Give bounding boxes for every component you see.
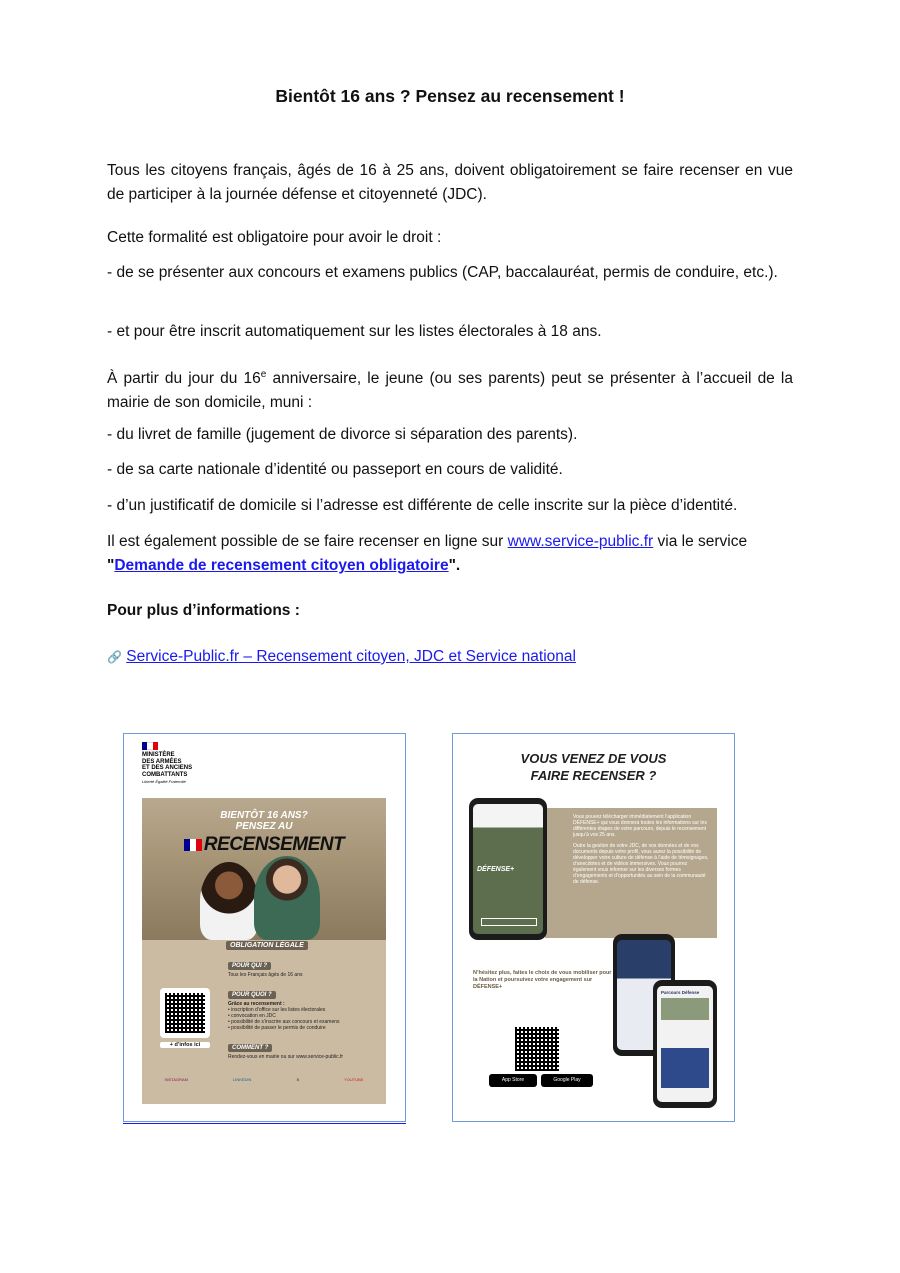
ministere-logo: MINISTÈRE DES ARMÉES ET DES ANCIENS COMBATTANTS Liberté Égalité Fraternité — [142, 742, 222, 785]
poster2-title: VOUS VENEZ DE VOUS FAIRE RECENSER ? — [520, 751, 667, 783]
more-info-link-row — [107, 645, 793, 669]
qr-code-frame — [160, 988, 210, 1038]
instagram-icon[interactable]: INSTAGRAM — [164, 1077, 188, 1082]
paragraph-anniversaire: À partir du jour du 16e anniversaire, le jeune (ou ses parents) peut se présenter à l’accueil de la mairie de son domicile, muni : — [107, 369, 793, 412]
youtube-icon[interactable]: YOUTUBE — [344, 1077, 364, 1082]
social-links — [142, 1077, 386, 1082]
poster-link-underline — [123, 1123, 406, 1124]
x-icon[interactable]: X — [296, 1077, 300, 1082]
recensement-poster[interactable] — [123, 733, 406, 1122]
paragraph-concours: - de se présenter aux concours et examens publics (CAP, baccalauréat, permis de conduire, etc.). — [107, 264, 778, 281]
demande-recensement-link[interactable]: Demande de recensement citoyen obligatoire — [114, 557, 449, 574]
app-store-badge[interactable]: App Store — [489, 1074, 537, 1087]
qr-code-icon[interactable] — [165, 993, 205, 1033]
defense-plus-poster[interactable] — [452, 733, 735, 1122]
paragraph-en-ligne: Il est également possible de se faire recenser en ligne sur www.service-public.fr via le service "Demande de recensement citoyen obligatoire". — [107, 533, 748, 574]
french-flag-icon — [142, 742, 158, 750]
paragraph-listes: - et pour être inscrit automatiquement sur les listes électorales à 18 ans. — [107, 323, 602, 340]
google-play-badge[interactable]: Google Play — [541, 1074, 593, 1087]
poster-info-panel: OBLIGATION LÉGALE POUR QUI ? Tous les Français âgés de 16 ans POUR QUOI ? Grâce au recensement : • inscription d’office sur les listes électorales • convocation en JDC • possibilité de s’inscrire aux concours et examens • possibilité de passer le permis de conduire COMMENT ? Rendez-vous en mairie ou sur www.service-public.fr + d’infos ici INSTAGRAM LINKEDIN X YOUTUBE — [142, 940, 386, 1104]
poster2-info-box: Vous pouvez télécharger immédiatement l’application DÉFENSE+ qui vous donnera toutes les informations sur les différentes étapes de votre parcours, depuis le recensement jusqu’à vos 25 ans. Outre la gestion de votre JDC, de vos données et de vos documents depuis votre profil, vous aurez la possibilité de développer votre culture de défense à l’aide de témoignages, d’anecdotes et de vidéos immersives. Vous pourrez également vous informer sur les diverses formes d’engagements et d’opportunités au sein de la communauté de défense. — [545, 808, 717, 938]
paragraph-intro: Tous les citoyens français, âgés de 16 à 25 ans, doivent obligatoirement se faire recenser en vue de participer à la journée défense et citoyenneté (JDC). — [107, 162, 793, 203]
paragraph-obligation: Cette formalité est obligatoire pour avoir le droit : — [107, 229, 442, 246]
phone-mockup-main: DÉFENSE+ — [469, 798, 547, 940]
more-info-heading: Pour plus d’informations : — [107, 602, 300, 619]
service-public-recensement-link[interactable]: Service-Public.fr – Recensement citoyen, JDC et Service national — [126, 648, 576, 665]
person-photo-boy — [254, 856, 320, 940]
service-public-link[interactable]: www.service-public.fr — [507, 533, 654, 550]
paragraph-domicile: - d’un justificatif de domicile si l’adresse est différente de celle inscrite sur la pièce d’identité. — [107, 497, 738, 514]
poster-hero: BIENTÔT 16 ANS? PENSEZ AU RECENSEMENT — [142, 798, 386, 940]
page-title: Bientôt 16 ans ? Pensez au recensement ! — [275, 86, 625, 106]
link-icon: 🔗 — [107, 650, 122, 664]
phone-mockup-third: Parcours Défense — [653, 980, 717, 1108]
poster2-cta: N’hésitez plus, faites le choix de vous mobiliser pour la Nation et poursuivez votre engagement sur DÉFENSE+ — [473, 970, 612, 990]
paragraph-carte: - de sa carte nationale d’identité ou passeport en cours de validité. — [107, 461, 563, 478]
paragraph-livret: - du livret de famille (jugement de divorce si séparation des parents). — [107, 426, 578, 443]
qr-code-icon[interactable] — [515, 1027, 559, 1071]
person-photo-girl — [200, 862, 258, 940]
linkedin-icon[interactable]: LINKEDIN — [232, 1077, 252, 1082]
recensement-headline: RECENSEMENT — [142, 834, 386, 856]
